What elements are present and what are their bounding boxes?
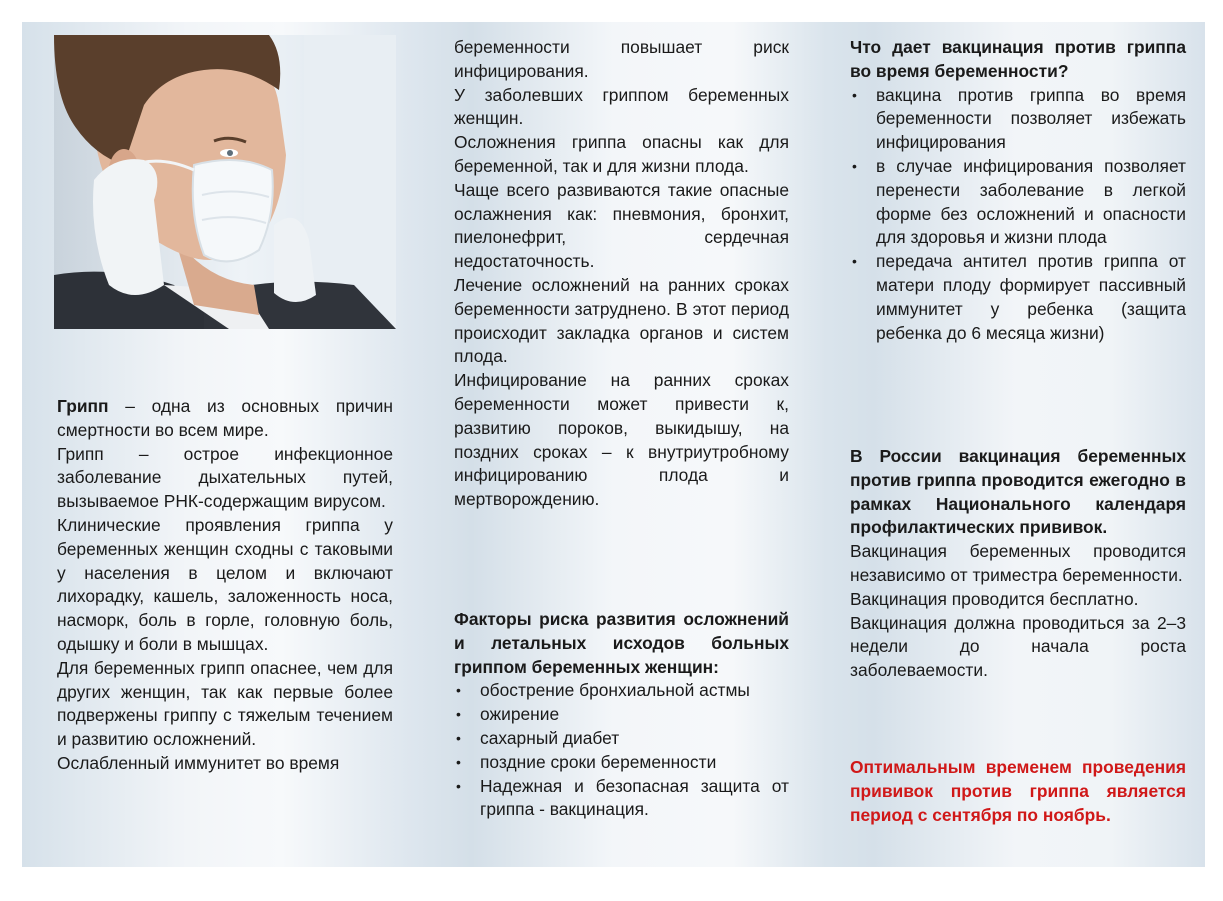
optimal-period-section — [850, 756, 1186, 827]
col2-paragraph: Осложнения гриппа опасны как для беременной, так и для жизни плода. — [454, 132, 789, 176]
flu-definition-paragraph: Грипп – одна из основных причин смертности во всем мире. — [57, 396, 393, 440]
list-item: • ожирение — [454, 703, 789, 727]
vaccination-benefits-section — [850, 36, 1186, 345]
benefits-list — [850, 84, 1186, 346]
col3-paragraph: Вакцинация должна проводиться за 2–3 недели до начала роста заболеваемости. — [850, 612, 1186, 681]
list-item: • поздние сроки беременности — [454, 751, 789, 775]
list-item: • обострение бронхиальной астмы — [454, 679, 789, 703]
flu-description-paragraph: Грипп – острое инфекционное заболевание дыхательных путей, вызываемое РНК-содержащим вирусом. — [57, 443, 393, 512]
col2-paragraph: У заболевших гриппом беременных женщин. — [454, 84, 789, 129]
risk-factors-list — [454, 679, 789, 822]
man-wearing-mask-photo — [54, 35, 396, 329]
list-item: • вакцина против гриппа во время беременности позволяет избежать инфицирования — [850, 84, 1186, 155]
col3-paragraph: Вакцинация беременных проводится независимо от триместра беременности. — [850, 541, 1186, 585]
risk-factors-title: Факторы риска развития осложнений и летальных исходов больных гриппом беременных женщин: — [454, 609, 789, 677]
immunity-paragraph: Ослабленный иммунитет во время — [57, 752, 340, 773]
risk-factors-section — [454, 608, 789, 822]
list-item: • Надежная и безопасная защита от гриппа - вакцинация. — [454, 775, 789, 823]
optimal-period-note: Оптимальным временем проведения прививок против гриппа является период с сентября по ноябрь. — [850, 757, 1186, 825]
column-2 — [454, 36, 789, 512]
col2-paragraph: Чаще всего развиваются такие опасные ослажнения как: пневмония, бронхит, пиелонефрит, сердечная недостаточность. — [454, 179, 789, 272]
list-item: • сахарный диабет — [454, 727, 789, 751]
russia-title: В России вакцинация беременных против гриппа проводится ежегодно в рамках Национального календаря профилактических прививок. — [850, 446, 1186, 538]
clinical-signs-paragraph: Клинические проявления гриппа у беременных женщин сходны с таковыми у населения в целом и включают лихорадку, кашель, заложенность носа, насморк, боль в горле, головную боль, одышку и боли в мышцах. — [57, 514, 393, 654]
col2-paragraph: Лечение осложнений на ранних сроках беременности затруднено. В этот период происходит закладка органов и систем плода. — [454, 274, 789, 367]
russia-vaccination-section — [850, 445, 1186, 683]
benefits-title: Что дает вакцинация против гриппа во время беременности? — [850, 37, 1186, 81]
list-item: • в случае инфицирования позволяет перенести заболевание в легкой форме без осложнений и опасности для здоровья и жизни плода — [850, 155, 1186, 250]
col3-paragraph: Вакцинация проводится бесплатно. — [850, 588, 1139, 609]
col2-paragraph: беременности повышает риск инфицирования. — [454, 37, 789, 81]
col2-paragraph: Инфицирование на ранних сроках беременности может привести к, развитию пороков, выкидышу, на поздних сроках – к внутриутробному инфицированию плода и мертворождению. — [454, 370, 789, 510]
column-1 — [57, 395, 393, 776]
danger-paragraph: Для беременных грипп опаснее, чем для других женщин, так как первые более подвержены гриппу с тяжелым течением и развитию осложнений. — [57, 657, 393, 750]
list-item: • передача антител против гриппа от матери плоду формирует пассивный иммунитет у ребенка (защита ребенка до 6 месяца жизни) — [850, 250, 1186, 345]
